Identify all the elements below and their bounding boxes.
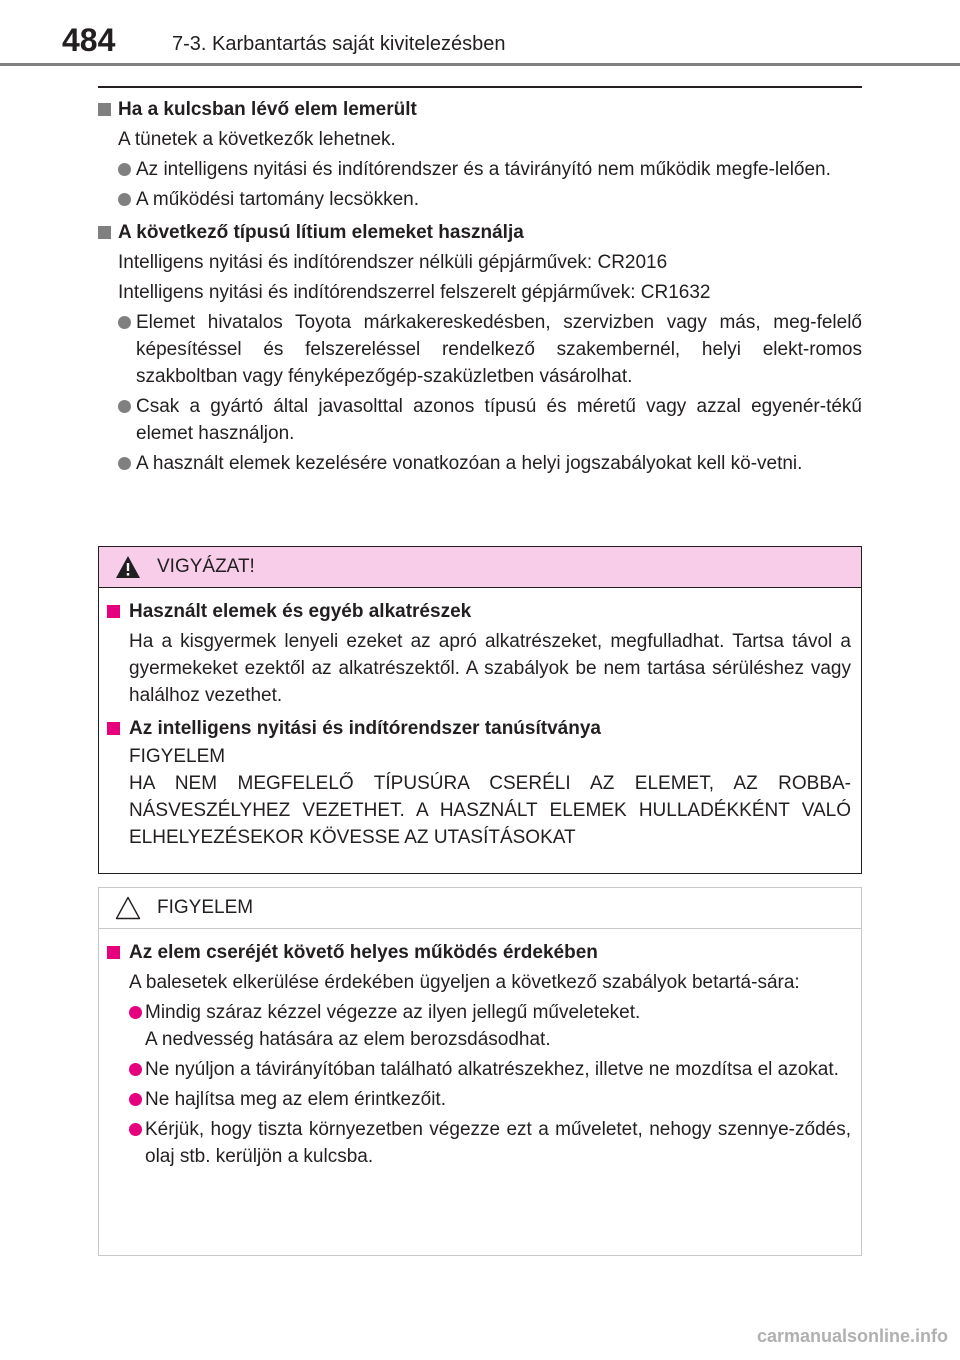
circle-bullet-icon <box>118 193 131 206</box>
warning-icon <box>115 555 141 579</box>
caution-box <box>98 546 862 874</box>
notice-body <box>99 929 861 1184</box>
page-number: 484 <box>62 22 116 58</box>
circle-bullet-icon <box>129 1123 142 1136</box>
notice-box <box>98 887 862 1256</box>
square-bullet-icon <box>98 226 111 239</box>
circle-bullet-icon <box>118 316 131 329</box>
caution-body <box>99 588 861 865</box>
square-bullet-icon <box>98 103 111 116</box>
circle-bullet-icon <box>118 163 131 176</box>
notice-header <box>99 888 861 929</box>
list-item: Ne nyúljon a távirányítóban található alkatrészekhez, illetve ne mozdítsa el azokat. <box>107 1056 851 1083</box>
square-bullet-icon <box>107 605 120 618</box>
paragraph: Intelligens nyitási és indítórendszerrel felszerelt gépjárművek: CR1632 <box>118 282 711 303</box>
section-title: 7-3. Karbantartás saját kivitelezésben <box>172 33 506 55</box>
paragraph: FIGYELEM <box>129 746 226 767</box>
list-item: Az intelligens nyitási és indítórendszer és a távirányító nem működik megfe-lelően. <box>98 156 862 183</box>
list-item: Mindig száraz kézzel végezze az ilyen jellegű műveleteket. A nedvesség hatására az elem berozsdásodhat. <box>107 999 851 1053</box>
list-item: Elemet hivatalos Toyota márkakereskedésben, szervizben vagy más, meg-felelő képesítéssel és felszereléssel rendelkező szakembernél, helyi elekt-romos szakboltban vagy fényképezőgép-szaküzletben vásárolhat. <box>98 309 862 390</box>
watermark: carmanualsonline.info <box>756 1326 948 1346</box>
section-heading: Ha a kulcsban lévő elem lemerült <box>98 96 862 123</box>
list-item: Ne hajlítsa meg az elem érintkezőit. <box>107 1086 851 1113</box>
notice-warning-icon <box>115 896 141 920</box>
section-heading: A következő típusú lítium elemeket használja <box>98 219 862 246</box>
circle-bullet-icon <box>118 400 131 413</box>
circle-bullet-icon <box>129 1093 142 1106</box>
header-rule <box>0 63 960 66</box>
circle-bullet-icon <box>129 1063 142 1076</box>
paragraph: A balesetek elkerülése érdekében ügyeljen a következő szabályok betartá-sára: <box>129 972 800 993</box>
square-bullet-icon <box>107 946 120 959</box>
caution-label: VIGYÁZAT! <box>157 556 255 577</box>
page-header <box>0 0 960 70</box>
circle-bullet-icon <box>118 457 131 470</box>
main-content <box>98 86 862 477</box>
section-heading: Az intelligens nyitási és indítórendszer tanúsítványa <box>107 715 851 742</box>
square-bullet-icon <box>107 722 120 735</box>
list-item: Csak a gyártó által javasolttal azonos típusú és méretű vagy azzal egyenér-tékű elemet használjon. <box>98 393 862 447</box>
caution-header <box>99 547 861 588</box>
section-heading: Használt elemek és egyéb alkatrészek <box>107 598 851 625</box>
notice-label: FIGYELEM <box>157 897 254 918</box>
paragraph: Intelligens nyitási és indítórendszer nélküli gépjárművek: CR2016 <box>118 252 668 273</box>
circle-bullet-icon <box>129 1006 142 1019</box>
paragraph: A tünetek a következők lehetnek. <box>118 129 396 150</box>
paragraph: Ha a kisgyermek lenyeli ezeket az apró alkatrészeket, megfulladhat. Tartsa távol a gyermekeket ezektől az alkatrészektől. A szabályok be nem tartása sérüléshez vagy halálhoz vezethet. <box>129 631 851 706</box>
list-item: A működési tartomány lecsökken. <box>98 186 862 213</box>
content-rule <box>98 86 862 88</box>
list-item: Kérjük, hogy tiszta környezetben végezze ezt a műveletet, nehogy szennye-ződés, olaj stb. kerüljön a kulcsba. <box>107 1116 851 1170</box>
paragraph: HA NEM MEGFELELŐ TÍPUSÚRA CSERÉLI AZ ELEMET, AZ ROBBA-NÁSVESZÉLYHEZ VEZETHET. A HASZNÁLT ELEMEK HULLADÉKKÉNT VALÓ ELHELYEZÉSEKOR KÖVESSE AZ UTASÍTÁSOKAT <box>129 773 851 848</box>
list-item: A használt elemek kezelésére vonatkozóan a helyi jogszabályokat kell kö-vetni. <box>98 450 862 477</box>
section-heading: Az elem cseréjét követő helyes működés érdekében <box>107 939 851 966</box>
